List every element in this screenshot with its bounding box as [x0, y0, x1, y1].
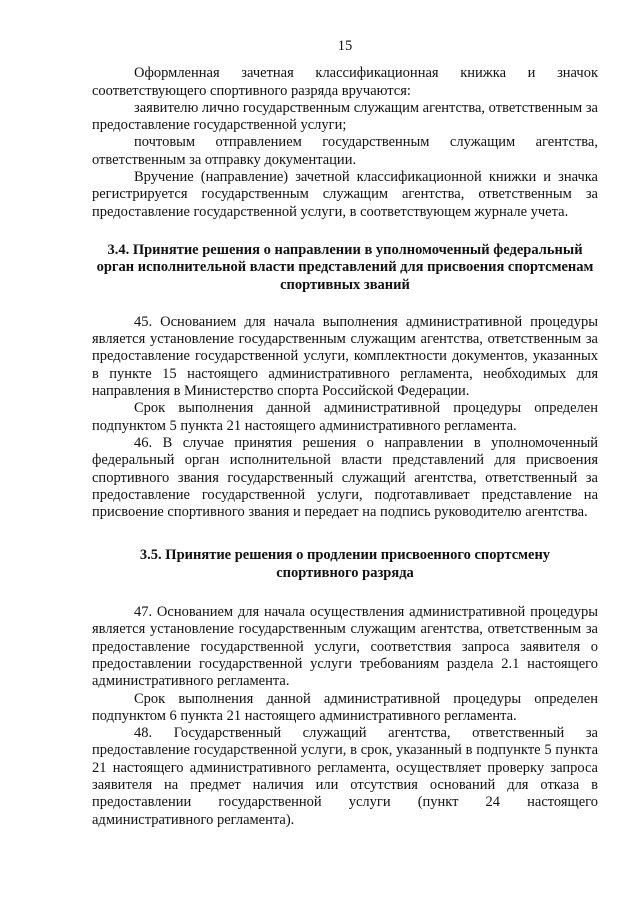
paragraph-delivery-by-post: почтовым отправлением государственным служащим агентства, ответственным за отправку документации. [92, 134, 598, 168]
section-heading-3-4: 3.4. Принятие решения о направлении в уполномоченный федеральный орган исполнительной власти представлений для присвоения спортсменам спортивных званий [96, 241, 594, 293]
paragraph-booklet-delivery: Оформленная зачетная классификационная книжка и значок соответствующего спортивного разряда вручаются: [92, 65, 598, 99]
paragraph-item-45-term: Срок выполнения данной административной процедуры определен подпунктом 5 пункта 21 настоящего административного регламента. [92, 400, 598, 434]
section-heading-3-5: 3.5. Принятие решения о продлении присвоенного спортсмену спортивного разряда [139, 547, 551, 581]
paragraph-delivery-in-person: заявителю лично государственным служащим агентства, ответственным за предоставление государственной услуги; [92, 99, 598, 134]
page-number: 15 [337, 38, 353, 54]
paragraph-item-47: 47. Основанием для начала осуществления административной процедуры является установление государственным служащим агентства, ответственным за предоставление государственной услуги, соответствия запроса заявителя о предоставлении государственной услуги требованиям раздела 2.1 настоящего административного регламента. [92, 604, 598, 690]
paragraph-item-48: 48. Государственный служащий агентства, ответственный за предоставление государственной услуги, в срок, указанный в подпункте 5 пункта 21 настоящего административного регламента, осуществляет проверку запроса заявителя на предмет наличия или отсутствия оснований для отказа в предоставлении государственной услуги (пункт 24 настоящего административного регламента). [92, 725, 598, 828]
paragraph-item-47-term: Срок выполнения данной административной процедуры определен подпунктом 6 пункта 21 настоящего административного регламента. [92, 690, 598, 724]
paragraph-delivery-registration: Вручение (направление) зачетной классификационной книжки и значка регистрируется государственным служащим агентства, ответственным за предоставление государственной услуги, в соответствующем журнале учета. [92, 169, 598, 220]
paragraph-item-45: 45. Основанием для начала выполнения административной процедуры является установление государственным служащим агентства, ответственным за предоставление государственной услуги, комплектности документов, указанных в пункте 15 настоящего административного регламента, необходимых для направления в Министерство спорта Российской Федерации. [92, 313, 598, 400]
paragraph-item-46: 46. В случае принятия решения о направлении в уполномоченный федеральный орган исполнительной власти представлений для присвоения спортивного звания государственный служащий агентства, ответственный за предоставление государственной услуги, подготавливает представление на присвоение спортивного звания и передает на подпись руководителю агентства. [92, 434, 598, 521]
document-page [92, 38, 598, 829]
